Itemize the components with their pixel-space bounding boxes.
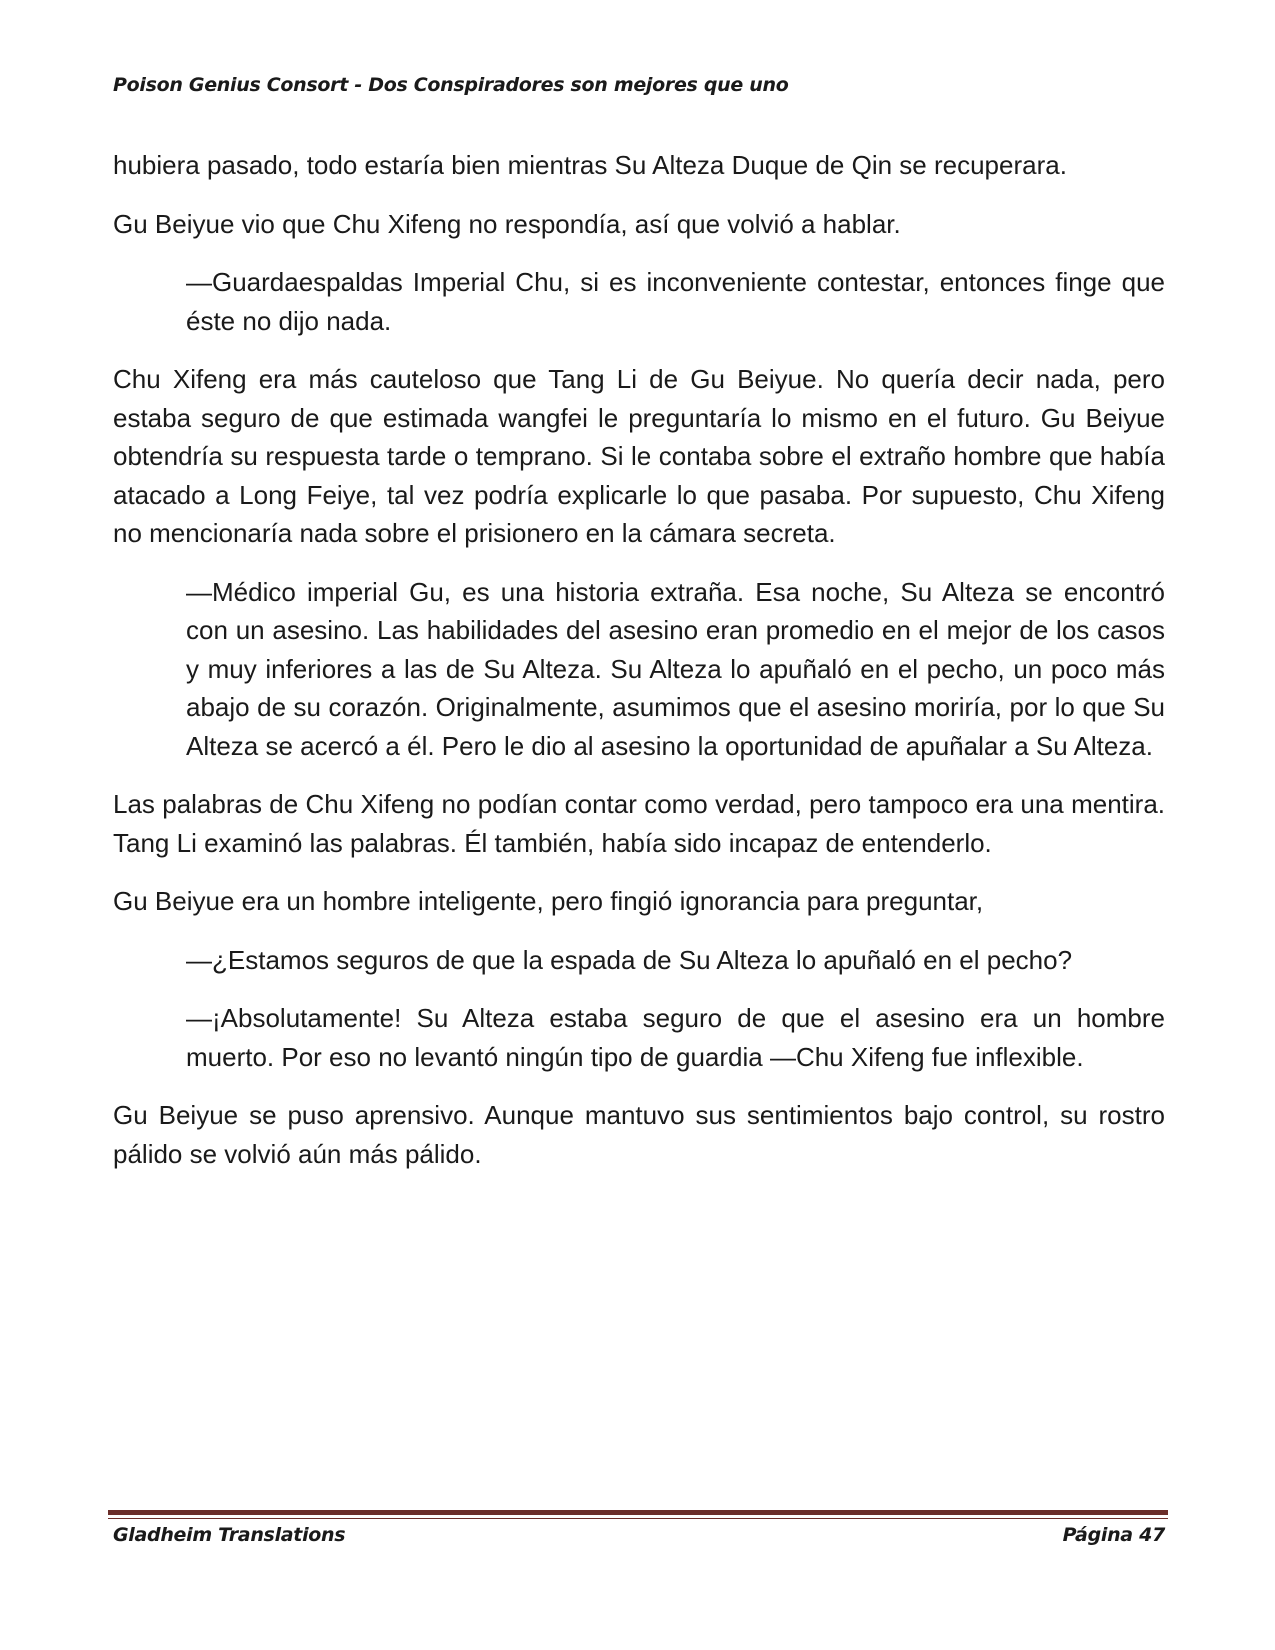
paragraph: Gu Beiyue era un hombre inteligente, pero fingió ignorancia para preguntar,: [113, 886, 984, 916]
page-header: Poison Genius Consort - Dos Conspiradores son mejores que uno: [113, 74, 789, 96]
paragraph: Chu Xifeng era más cauteloso que Tang Li de Gu Beiyue. No quería decir nada, pero estaba seguro de que estimada wangfei le preguntaría lo mismo en el futuro. Gu Beiyue obtendría su respuesta tarde o temprano. Si le contaba sobre el extraño hombre que había atacado a Long Feiye, tal vez podría explicarle lo que pasaba. Por supuesto, Chu Xifeng no mencionaría nada sobre el prisionero en la cámara secreta.: [113, 364, 1165, 548]
footer-divider: [108, 1510, 1168, 1515]
paragraph: Gu Beiyue vio que Chu Xifeng no respondía, así que volvió a hablar.: [113, 208, 901, 239]
dialogue-paragraph: —¡Absolutamente! Su Alteza estaba seguro de que el asesino era un hombre muerto. Por eso no levantó ningún tipo de guardia —Chu Xifeng fue inflexible.: [186, 1003, 1165, 1072]
footer-publisher: Gladheim Translations: [113, 1524, 346, 1546]
page-number: Página 47: [1062, 1524, 1165, 1546]
paragraph: Las palabras de Chu Xifeng no podían contar como verdad, pero tampoco era una mentira. Tang Li examinó las palabras. Él también, había sido incapaz de entenderlo.: [113, 789, 1165, 858]
document-body: [113, 146, 1165, 1193]
dialogue-paragraph: —Médico imperial Gu, es una historia extraña. Esa noche, Su Alteza se encontró con un asesino. Las habilidades del asesino eran promedio en el mejor de los casos y muy inferiores a las de Su Alteza. Su Alteza lo apuñaló en el pecho, un poco más abajo de su corazón. Originalmente, asumimos que el asesino moriría, por lo que Su Alteza se acercó a él. Pero le dio al asesino la oportunidad de apuñalar a Su Alteza.: [186, 576, 1165, 761]
paragraph: hubiera pasado, todo estaría bien mientras Su Alteza Duque de Qin se recuperara.: [113, 150, 1067, 180]
footer-divider-thin: [108, 1518, 1168, 1519]
dialogue-paragraph: —¿Estamos seguros de que la espada de Su Alteza lo apuñaló en el pecho?: [186, 944, 1073, 975]
dialogue-paragraph: —Guardaespaldas Imperial Chu, si es inconveniente contestar, entonces finge que éste no dijo nada.: [186, 267, 1165, 336]
paragraph: Gu Beiyue se puso aprensivo. Aunque mantuvo sus sentimientos bajo control, su rostro pálido se volvió aún más pálido.: [113, 1100, 1165, 1169]
